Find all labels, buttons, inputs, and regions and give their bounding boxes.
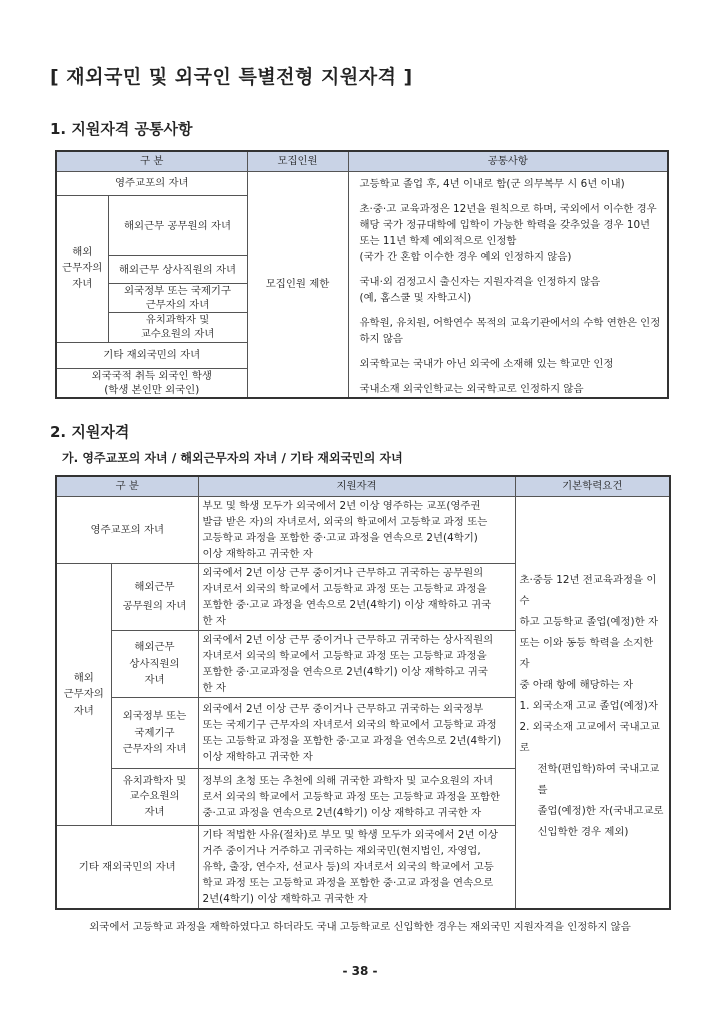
section2-subheading: 가. 영주교포의 자녀 / 해외근무자의 자녀 / 기타 재외국민의 자녀 xyxy=(62,451,403,465)
row-scientist: 유치과학자 및 교수요원의 자녀 xyxy=(111,769,198,826)
header-basic-requirement: 기본학력요건 xyxy=(515,476,670,497)
eligibility-text: 정부의 초청 또는 추천에 의해 귀국한 과학자 및 교수요원의 자녀 로서 외국의 학교에서 고등학교 과정 또는 고등학교 과정을 포함한 중·고교 과정을 연속으로 2년(4학기) 이상 재학하고 귀국한 자 xyxy=(198,769,515,826)
common-requirements xyxy=(348,172,668,399)
requirement-line: 2. 외국소재 고교에서 국내고교로 xyxy=(519,721,660,754)
eligibility-text: 외국에서 2년 이상 근무 중이거나 근무하고 귀국하는 상사직원의 자녀로서 외국의 학교에서 고등학교 과정 또는 고등학교 과정을 포함한 중·고교과정을 연속으로 2년(4학기) 이상 재학하고 귀국 한 자 xyxy=(198,631,515,698)
header-eligibility: 지원자격 xyxy=(198,476,515,497)
page-title: [ 재외국민 및 외국인 특별전형 지원자격 ] xyxy=(50,66,413,88)
row-foreign-national: 외국국적 취득 외국인 학생 (학생 본인만 외국인) xyxy=(56,368,247,398)
row-scientist: 유치과학자 및 교수요원의 자녀 xyxy=(108,313,247,342)
row-intl-org: 외국정부 또는 국제기구 근무자의 자녀 xyxy=(108,284,247,313)
common-line: 유학원, 유치원, 어학연수 목적의 교육기관에서의 수학 연한은 인정 xyxy=(359,317,661,329)
common-line: (국가 간 혼합 이수한 경우 예외 인정하지 않음) xyxy=(359,251,572,263)
common-line: 외국학교는 국내가 아닌 외국에 소재해 있는 학교만 인정 xyxy=(359,358,614,370)
requirement-line: 1. 외국소재 고교 졸업(예정)자 xyxy=(519,700,658,712)
eligibility-text: 기타 적법한 사유(절차)로 부모 및 학생 모두가 외국에서 2년 이상 거주 중이거나 거주하고 귀국하는 재외국민(현지법인, 자영업, 유학, 출장, 연수자, 선교사 등)의 자녀로서 외국의 학교에서 고등 학교 과정 또는 고등학교 과정을 포함한 중·고교 과정을 연속으로 2년(4학기) 이상 재학하고 귀국한 자 xyxy=(198,826,515,910)
header-quota: 모집인원 xyxy=(247,151,348,172)
common-line: (예, 홈스쿨 및 자학고시) xyxy=(359,292,472,304)
requirement-line: 또는 이와 동등 학력을 소지한 자 xyxy=(519,637,654,670)
section2-heading: 2. 지원자격 xyxy=(50,423,130,441)
common-requirements-table xyxy=(55,150,669,399)
eligibility-text: 외국에서 2년 이상 근무 중이거나 근무하고 귀국하는 외국정부 또는 국제기구 근무자의 자녀로서 외국의 학교에서 고등학교 과정 또는 고등학교 과정을 포함한 중·고교 과정을 연속으로 2년(4학기) 이상 재학하고 귀국한 자 xyxy=(198,698,515,769)
row-permanent-resident: 영주교포의 자녀 xyxy=(56,497,198,564)
row-official: 해외근무 공무원의 자녀 xyxy=(111,564,198,631)
common-line: 고등학교 졸업 후, 4년 이내로 함(군 의무복무 시 6년 이내) xyxy=(359,178,625,190)
header-common: 공통사항 xyxy=(348,151,668,172)
row-other: 기타 재외국민의 자녀 xyxy=(56,826,198,910)
common-line: 초·중·고 교육과정은 12년을 원칙으로 하며, 국외에서 이수한 경우 xyxy=(359,203,657,215)
page-number: - 38 - xyxy=(342,964,378,978)
requirement-line: 하고 고등학교 졸업(예정)한 자 xyxy=(519,616,658,628)
common-line: 국내소재 외국인학교는 외국학교로 인정하지 않음 xyxy=(359,383,584,395)
common-line: 해당 국가 정규대학에 입학이 가능한 학력을 갖추었을 경우 10년 xyxy=(359,219,651,231)
row-group-overseas: 해외 근무자의 자녀 xyxy=(56,196,108,343)
row-company-staff: 해외근무 상사직원의 자녀 xyxy=(108,256,247,284)
eligibility-table xyxy=(55,475,671,910)
common-line: 국내·외 검정고시 출신자는 지원자격을 인정하지 않음 xyxy=(359,276,601,288)
quota-cell: 모집인원 제한 xyxy=(247,172,348,399)
row-other: 기타 재외국민의 자녀 xyxy=(56,342,247,368)
row-intl-org: 외국정부 또는 국제기구 근무자의 자녀 xyxy=(111,698,198,769)
requirement-line: 졸업(예정)한 자(국내고교로 xyxy=(537,805,664,817)
row-group-overseas: 해외 근무자의 자녀 xyxy=(56,564,111,826)
section1-heading: 1. 지원자격 공통사항 xyxy=(50,120,193,138)
row-official: 해외근무 공무원의 자녀 xyxy=(108,196,247,256)
requirement-line: 신입학한 경우 제외) xyxy=(537,826,629,838)
header-category: 구 분 xyxy=(56,476,198,497)
eligibility-text: 부모 및 학생 모두가 외국에서 2년 이상 영주하는 교포(영주권 발급 받은 자)의 자녀로서, 외국의 학교에서 고등학교 과정 또는 고등학교 과정을 포함한 중·고교 과정을 연속으로 2년(4학기) 이상 재학하고 귀국한 자 xyxy=(198,497,515,564)
footnote: 외국에서 고등학교 과정을 재학하였다고 하더라도 국내 고등학교로 신입학한 경우는 재외국민 지원자격을 인정하지 않음 xyxy=(89,921,631,933)
eligibility-text: 외국에서 2년 이상 근무 중이거나 근무하고 귀국하는 공무원의 자녀로서 외국의 학교에서 고등학교 과정 또는 고등학교 과정을 포함한 중·고교 과정을 연속으로 2년(4학기) 이상 재학하고 귀국 한 자 xyxy=(198,564,515,631)
basic-requirement xyxy=(515,497,670,910)
requirement-line: 전학(편입학)하여 국내고교를 xyxy=(537,763,660,796)
common-line: 하지 않음 xyxy=(359,333,403,345)
common-line: 또는 11년 학제 예외적으로 인정함 xyxy=(359,235,517,247)
row-company-staff: 해외근무 상사직원의 자녀 xyxy=(111,631,198,698)
row-permanent-resident: 영주교포의 자녀 xyxy=(56,172,247,196)
requirement-line: 중 아래 항에 해당하는 자 xyxy=(519,679,634,691)
header-category: 구 분 xyxy=(56,151,247,172)
requirement-line: 초·중등 12년 전교육과정을 이수 xyxy=(519,574,657,607)
